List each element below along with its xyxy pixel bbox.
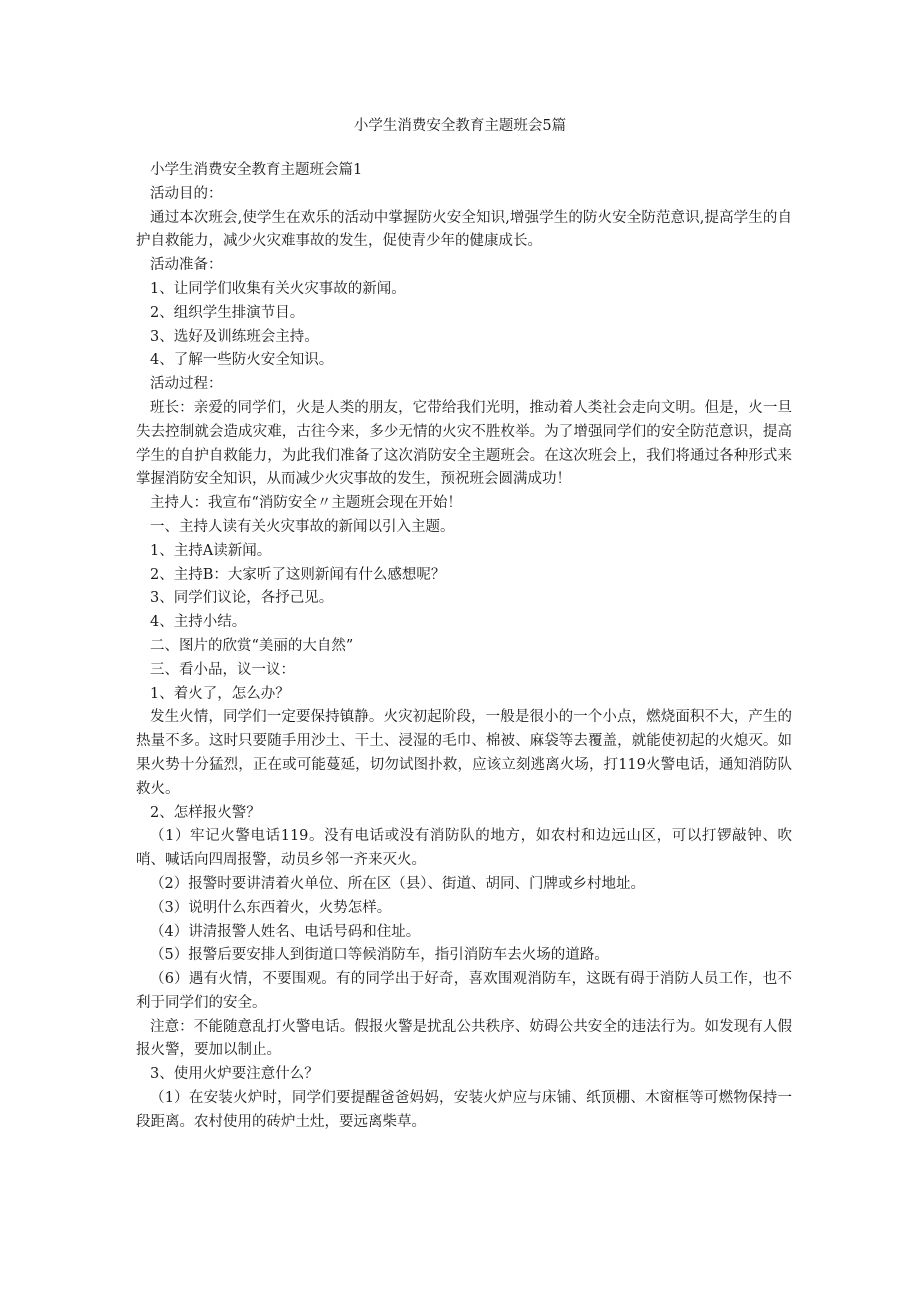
paragraph: 2、组织学生排演节目。 [150, 304, 305, 321]
paragraph: （1）在安装火炉时，同学们要提醒爸爸妈妈，安装火炉应与床铺、纸顶棚、木窗框等可燃物保持一段距离。农村使用的砖炉土灶，要远离柴草。 [136, 1090, 792, 1130]
paragraph: 4、主持小结。 [150, 614, 247, 631]
paragraph: 3、使用火炉要注意什么？ [150, 1066, 319, 1083]
paragraph: 活动过程： [150, 376, 223, 393]
paragraph: 小学生消费安全教育主题班会篇1 [150, 162, 363, 178]
document-body [136, 159, 792, 1135]
paragraph: 主持人：我宣布“消防安全〃主题班会现在开始！ [150, 495, 462, 512]
paragraph: 班长：亲爱的同学们，火是人类的朋友，它带给我们光明，推动着人类社会走向文明。但是，火一旦失去控制就会造成灾难，古往今来，多少无情的火灾不胜枚举。为了增强同学们的安全防范意识，提高学生的自护自救能力，为此我们准备了这次消防安全主题班会。在这次班会上，我们将通过各种形式来掌握消防安全知识，从而减少火灾事故的发生，预祝班会圆满成功！ [136, 399, 792, 488]
paragraph: （3）说明什么东西着火，火势怎样。 [150, 899, 392, 916]
paragraph: （4）讲清报警人姓名、电话号码和住址。 [150, 923, 421, 940]
paragraph: 活动准备： [150, 257, 223, 274]
paragraph: 1、着火了，怎么办？ [150, 685, 290, 702]
paragraph: （2）报警时要讲清着火单位、所在区（县）、街道、胡同、门牌或乡村地址。 [150, 875, 645, 892]
paragraph: （5）报警后要安排人到街道口等候消防车，指引消防车去火场的道路。 [150, 947, 609, 964]
paragraph: 注意：不能随意乱打火警电话。假报火警是扰乱公共秩序、妨碍公共安全的违法行为。如发现有人假报火警，要加以制止。 [136, 1018, 792, 1059]
paragraph: 3、选好及训练班会主持。 [150, 328, 319, 345]
paragraph: 通过本次班会,使学生在欢乐的活动中掌握防火安全知识,增强学生的防火安全防范意识,提高学生的自护自救能力，减少火灾难事故的发生，促使青少年的健康成长。 [136, 209, 792, 250]
paragraph: 发生火情，同学们一定要保持镇静。火灾初起阶段，一般是很小的一个小点，燃烧面积不大，产生的热量不多。这时只要随手用沙土、干土、浸湿的毛巾、棉被、麻袋等去覆盖，就能使初起的火熄灭。如果火势十分猛烈，正在或可能蔓延，切勿试图扑救，应该立刻逃离火场，打119火警电话，通知消防队救火。 [136, 709, 792, 797]
paragraph: 1、主持A读新闻。 [150, 542, 272, 559]
document-title: 小学生消费安全教育主题班会5篇 [353, 118, 567, 134]
paragraph: （6）遇有火情，不要围观。有的同学出于好奇，喜欢围观消防车，这既有碍于消防人员工作，也不利于同学们的安全。 [136, 971, 792, 1011]
paragraph: （1）牢记火警电话119。没有电话或没有消防队的地方，如农村和边远山区，可以打锣敲钟、吹哨、喊话向四周报警，动员乡邻一齐来灭火。 [136, 828, 792, 869]
paragraph: 活动目的： [150, 185, 223, 202]
paragraph: 2、主持B：大家听了这则新闻有什么感想呢？ [150, 566, 446, 583]
paragraph: 4、了解一些防火安全知识。 [150, 352, 334, 369]
paragraph: 二、图片的欣赏“美丽的大自然” [150, 637, 354, 654]
paragraph: 1、让同学们收集有关火灾事故的新闻。 [150, 280, 406, 297]
paragraph: 2、怎样报火警？ [150, 804, 261, 821]
paragraph: 一、主持人读有关火灾事故的新闻以引入主题。 [150, 518, 455, 535]
paragraph: 3、同学们议论，各抒己见。 [150, 590, 334, 607]
paragraph: 三、看小品，议一议： [150, 661, 295, 678]
